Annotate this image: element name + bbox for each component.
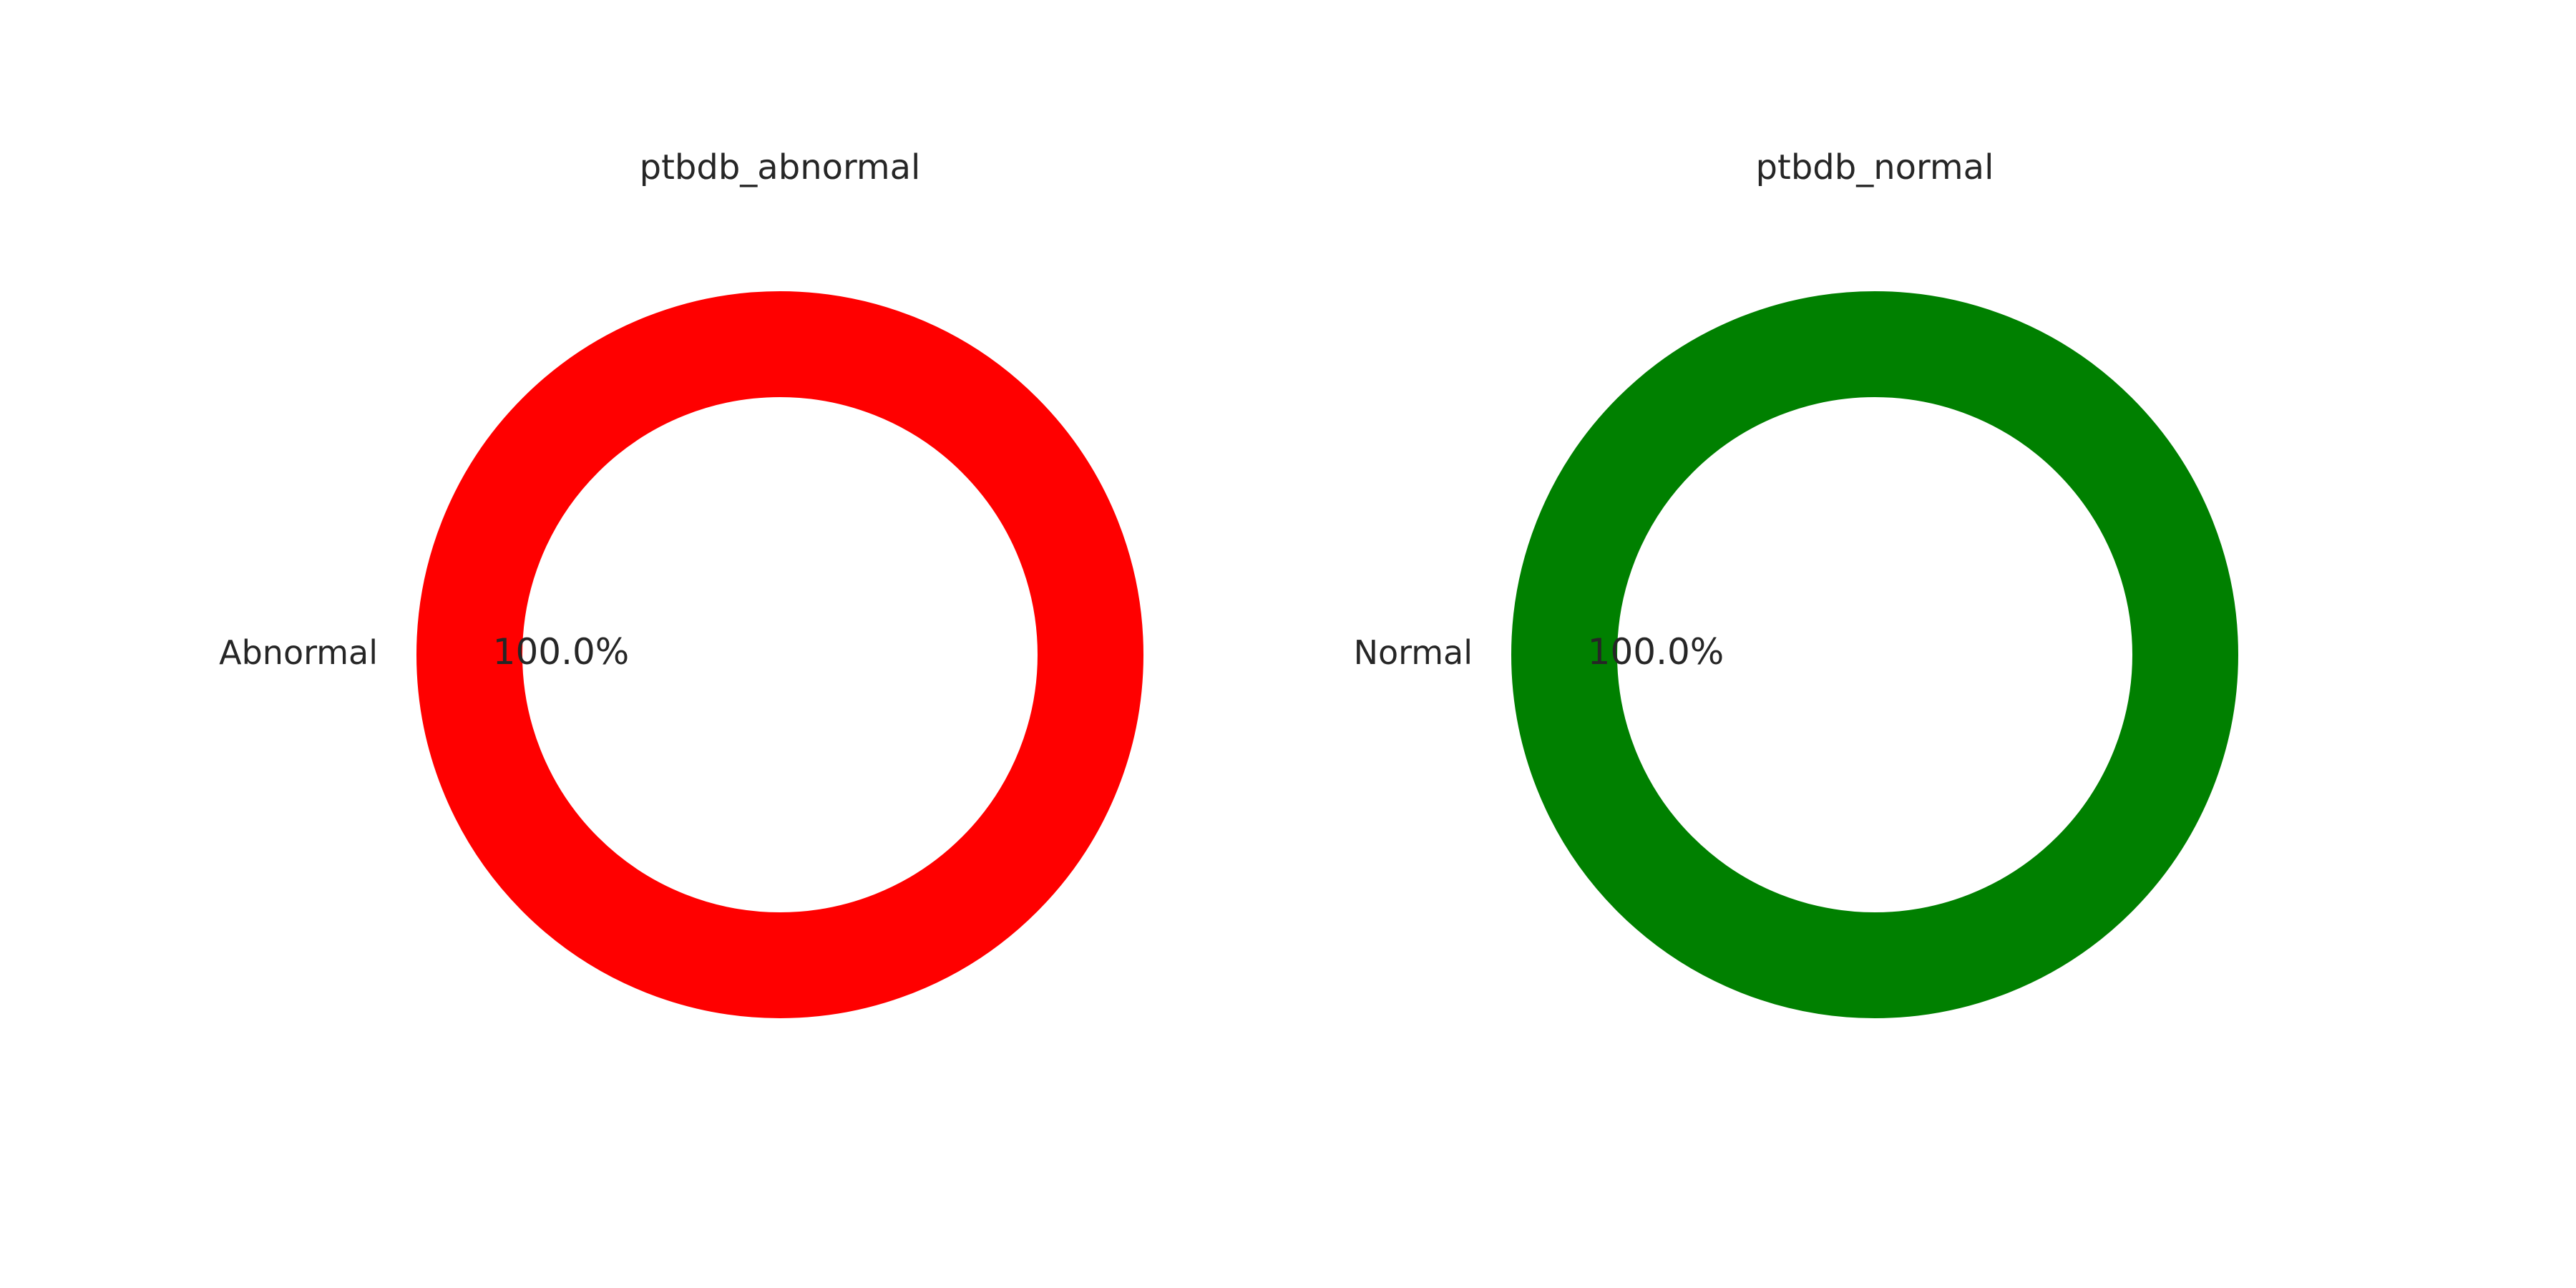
- slice-percent-label: 100.0%: [1587, 631, 1724, 673]
- slice-label: Abnormal: [219, 633, 378, 672]
- slice-label: Normal: [1353, 633, 1473, 672]
- chart-title: ptbdb_abnormal: [639, 147, 921, 187]
- chart-title: ptbdb_normal: [1755, 147, 1994, 187]
- slice-percent-label: 100.0%: [492, 631, 630, 673]
